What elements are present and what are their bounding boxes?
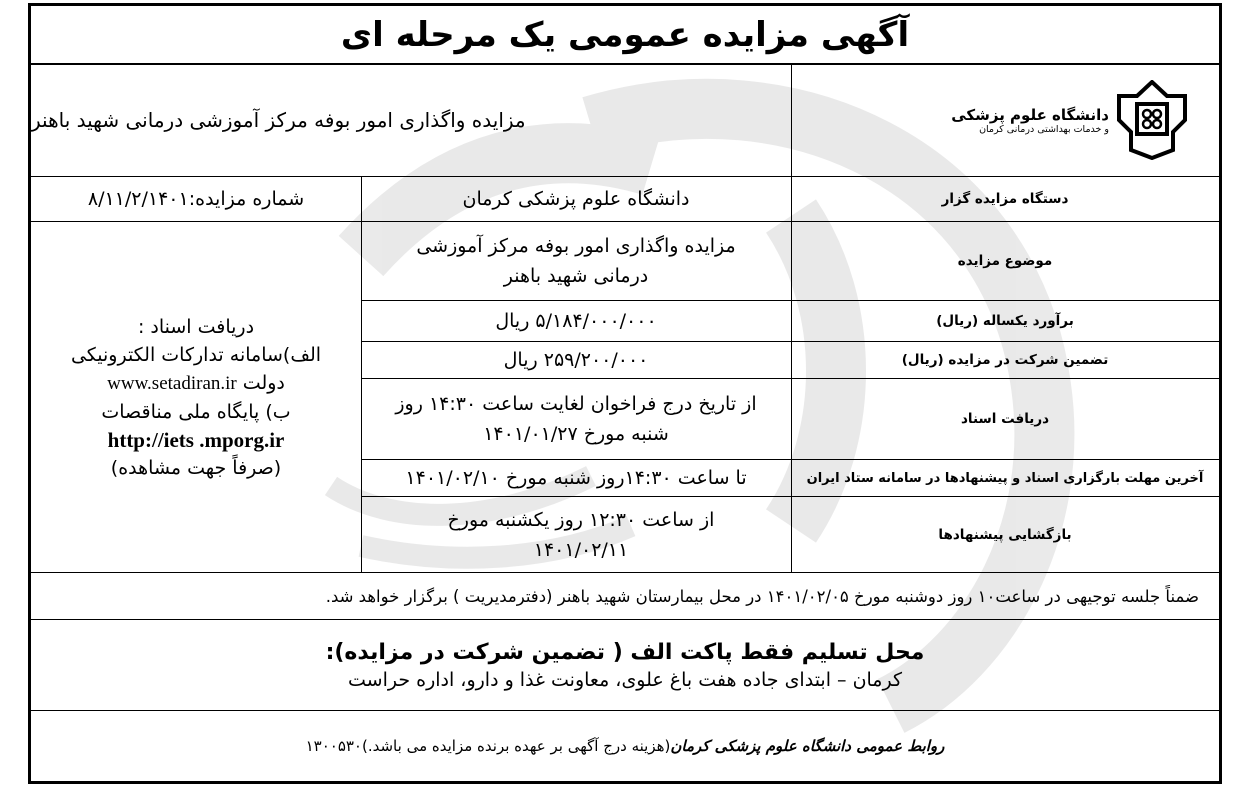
university-emblem-icon: [1117, 80, 1187, 160]
documents-value: از تاریخ درج فراخوان لغایت ساعت ۱۴:۳۰ روز شنبه مورخ ۱۴۰۱/۰۱/۲۷: [395, 393, 757, 445]
estimate-value: ۵/۱۸۴/۰۰۰/۰۰۰ ریال: [495, 310, 657, 332]
view-only-note: (صرفاً جهت مشاهده): [110, 456, 282, 479]
source-a-site-line: [107, 369, 285, 398]
footer-text: (هزینه درج آگهی بر عهده برنده مزایده می باشد.)۱۳۰۰۵۳۰: [305, 737, 671, 755]
documents-label: دریافت اسناد: [960, 411, 1050, 427]
iets-link[interactable]: http://iets .mporg.ir: [107, 427, 285, 452]
deadline-label: آخرین مهلت بارگزاری اسناد و پیشنهادها در سامانه ستاد ایران: [806, 470, 1204, 486]
deadline-value: تا ساعت ۱۴:۳۰روز شنبه مورخ ۱۴۰۱/۰۲/۱۰: [405, 467, 747, 489]
source-b-line: ب) پایگاه ملی مناقصات: [101, 400, 291, 423]
subject-value: مزایده واگذاری امور بوفه مرکز آموزشی درمانی شهید باهنر: [416, 235, 736, 287]
footer: [31, 711, 1219, 781]
documents-sources: [31, 222, 361, 572]
source-a-line: الف)سامانه تدارکات الکترونیکی: [70, 343, 322, 366]
logo-line1: دانشگاه علوم پزشکی: [951, 105, 1109, 124]
documents-heading: دریافت اسناد :: [137, 315, 255, 338]
delivery-block: [31, 620, 1219, 710]
guarantee-value: ۲۵۹/۲۰۰/۰۰۰ ریال: [503, 349, 649, 371]
delivery-title: محل تسلیم فقط پاکت الف ( تضمین شرکت در مزایده):: [325, 639, 925, 665]
briefing-note: ضمناً جلسه توجیهی در ساعت۱۰ روز دوشنبه مورخ ۱۴۰۱/۰۲/۰۵ در محل بیمارستان شهید باهنر (دفترمدیریت ) برگزار خواهد شد.: [325, 586, 1199, 606]
opening-label: بازگشایی پیشنهادها: [938, 526, 1072, 543]
page-title: آگهی مزایده عمومی یک مرحله ای: [340, 14, 910, 55]
setadiran-link[interactable]: www.setadiran.ir: [107, 372, 237, 394]
public-relations-label: روابط عمومی دانشگاه علوم پزشکی کرمان: [670, 737, 945, 755]
source-a-prefix: دولت: [242, 371, 285, 394]
ad-frame: [28, 3, 1222, 784]
guarantee-label: تضمین شرکت در مزایده (ریال): [901, 352, 1109, 368]
subject-label: موضوع مزایده: [957, 253, 1053, 269]
organizer-label: دستگاه مزایده گزار: [941, 191, 1069, 207]
opening-value: از ساعت ۱۲:۳۰ روز یکشنبه مورخ ۱۴۰۱/۰۲/۱۱: [447, 508, 715, 561]
logo-line2: و خدمات بهداشتی درمانی کرمان: [979, 123, 1109, 135]
organizer-value: دانشگاه علوم پزشکی کرمان: [462, 188, 690, 210]
university-logo: [887, 70, 1187, 170]
auction-number: شماره مزایده:۸/۱۱/۲/۱۴۰۱: [87, 188, 305, 210]
estimate-label: برآورد یکساله (ریال): [936, 313, 1074, 329]
delivery-address: کرمان – ابتدای جاده هفت باغ علوی، معاونت غذا و دارو، اداره حراست: [348, 668, 903, 691]
subject-header: مزایده واگذاری امور بوفه مرکز آموزشی درمانی شهید باهنر: [31, 108, 526, 132]
